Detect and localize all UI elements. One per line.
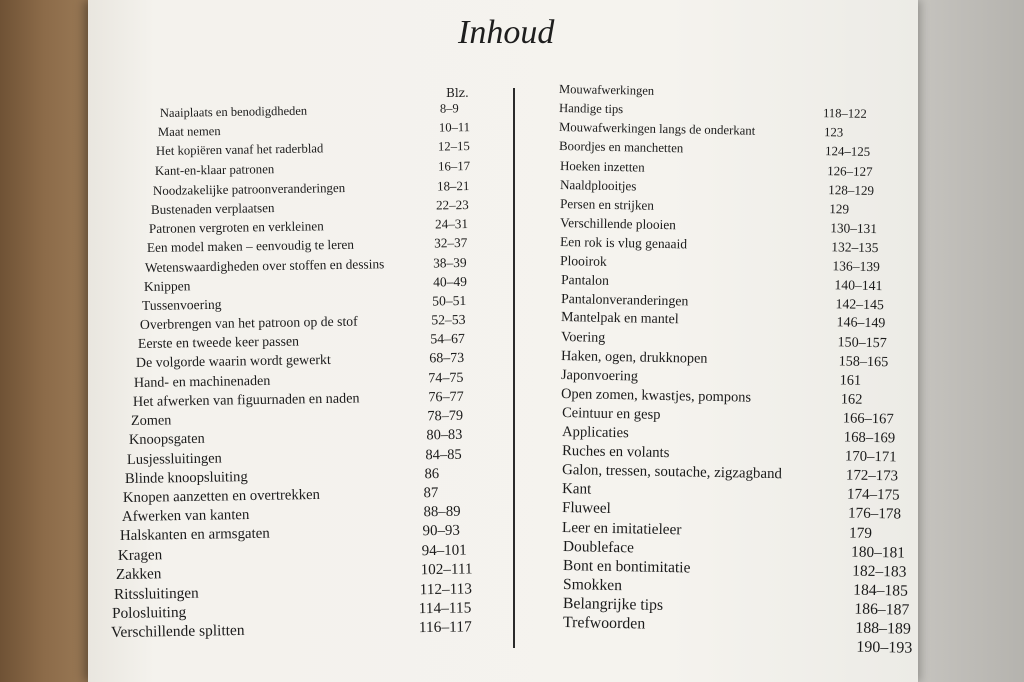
toc-entry-page: 24–31	[435, 216, 469, 232]
toc-entry-title: Een model maken – eenvoudig te leren	[147, 237, 355, 256]
toc-entry-page: 74–75	[428, 369, 464, 387]
toc-entry-title: Eerste en tweede keer passen	[137, 333, 300, 352]
toc-entry-title: Voering	[560, 329, 606, 346]
toc-entry-page: 38–39	[433, 254, 468, 271]
toc-entry-page: 179	[849, 524, 873, 542]
toc-entry-page: 32–37	[434, 235, 468, 251]
toc-entry-title: Wetenswaardigheden over stoffen en dessins	[145, 255, 385, 275]
toc-entry-page: 87	[423, 485, 439, 502]
toc-entry-page: 86	[424, 465, 440, 483]
toc-entry-page: 132–135	[831, 239, 879, 256]
toc-entry-page: 190–193	[856, 638, 913, 657]
toc-entry-page: 10–11	[438, 120, 471, 135]
toc-entry-page: 142–145	[835, 296, 884, 313]
toc-entry-title: Belangrijke tips	[562, 595, 664, 614]
toc-entry-title: Afwerken van kanten	[121, 507, 250, 526]
toc-entry-title: Leer en imitatieleer	[562, 519, 682, 539]
toc-entry-title: Zakken	[115, 566, 162, 583]
toc-entry-page: 129	[829, 201, 850, 217]
toc-entry-page: 8–9	[439, 101, 459, 116]
toc-entry-title: Een rok is vlug genaaid	[560, 234, 688, 252]
toc-entry-page: 146–149	[836, 315, 886, 332]
toc-entry-title: Halskanten en armsgaten	[119, 526, 270, 545]
toc-entry-page: 130–131	[830, 220, 878, 237]
toc-entry-title: Het kopiëren vanaf het raderblad	[156, 141, 324, 159]
toc-entry-title: Lusjessluitingen	[126, 450, 223, 468]
toc-entry-page: 118–122	[823, 106, 867, 121]
toc-entry-page: 102–111	[420, 561, 473, 579]
toc-entry-page: 162	[841, 391, 863, 408]
toc-entry-page: 124–125	[825, 144, 871, 159]
page-column-header: Blz.	[446, 86, 469, 100]
toc-entry-page: 158–165	[838, 353, 889, 371]
toc-entry-page: 22–23	[435, 197, 469, 213]
toc-entry-page: 68–73	[429, 350, 465, 366]
toc-entry-page: 80–83	[426, 427, 463, 444]
toc-entry-title: Tussenvoering	[141, 296, 222, 313]
toc-entry-page: 166–167	[842, 410, 894, 428]
toc-entry-page: 18–21	[436, 177, 470, 194]
toc-entry-page: 88–89	[423, 503, 461, 521]
toc-entry-title: Het afwerken van figuurnaden en naden	[132, 390, 360, 410]
toc-entry-page: 12–15	[438, 139, 471, 154]
toc-entry-title: Fluweel	[562, 500, 612, 517]
toc-entry-title: Boordjes en manchetten	[559, 139, 684, 156]
toc-entry-title: Pantalonveranderingen	[560, 291, 689, 309]
toc-entry-title: Handige tips	[559, 101, 624, 117]
toc-entry-page: 116–117	[418, 618, 472, 637]
toc-entry-page: 174–175	[847, 486, 900, 504]
toc-entry-title: Doubleface	[562, 538, 634, 557]
toc-entry-title: De volgorde waarin wordt gewerkt	[136, 352, 332, 371]
toc-entry-title: Pantalon	[560, 272, 609, 288]
toc-entry-page: 186–187	[854, 600, 910, 619]
toc-entry-title: Mouwafwerkingen langs de onderkant	[559, 120, 756, 138]
page-title: Inhoud	[458, 14, 555, 51]
book-page	[88, 0, 918, 682]
toc-entry-page: 150–157	[837, 334, 887, 352]
toc-entry-title: Ruches en volants	[561, 443, 670, 462]
toc-entry-title: Patronen vergroten en verkleinen	[148, 218, 324, 237]
toc-entry-title: Japonvoering	[561, 367, 639, 385]
toc-entry-page: 76–77	[427, 388, 464, 406]
toc-entry-page: 16–17	[437, 158, 470, 174]
toc-entry-page: 180–181	[850, 543, 905, 562]
toc-entry-title: Plooirok	[560, 253, 608, 269]
toc-entry-title: Overbrengen van het patroon op de stof	[139, 313, 358, 333]
toc-entry-page: 40–49	[432, 273, 467, 290]
toc-entry-title: Verschillende plooien	[559, 215, 677, 233]
toc-entry-page: 78–79	[427, 407, 463, 425]
toc-entry-title: Mantelpak en mantel	[560, 310, 679, 328]
toc-entry-page: 94–101	[421, 542, 467, 559]
toc-entry-page: 176–178	[848, 505, 902, 523]
toc-entry-page: 54–67	[430, 331, 465, 347]
toc-entry-page: 161	[839, 372, 862, 389]
toc-entry-title: Kragen	[117, 546, 163, 564]
toc-entry-title: Blinde knoopsluiting	[125, 468, 249, 487]
toc-entry-title: Naaldplooitjes	[559, 177, 637, 194]
toc-entry-title: Verschillende splitten	[110, 622, 245, 642]
toc-entry-title: Haken, ogen, drukknopen	[560, 348, 708, 367]
toc-entry-page: 84–85	[425, 446, 462, 463]
toc-entry-title: Galon, tressen, soutache, zigzagband	[561, 462, 783, 483]
toc-entry-page: 168–169	[843, 429, 895, 447]
toc-entry-page: 114–115	[418, 599, 472, 618]
toc-entry-page: 128–129	[827, 182, 874, 199]
toc-entry-page: 126–127	[826, 163, 873, 179]
toc-entry-page: 188–189	[855, 619, 912, 638]
toc-entry-title: Persen en strijken	[559, 196, 655, 213]
toc-entry-title: Ritssluitingen	[114, 584, 200, 603]
toc-entry-page: 184–185	[852, 581, 908, 600]
toc-entry-page: 52–53	[431, 312, 466, 328]
toc-entry-title: Kant-en-klaar patronen	[154, 161, 274, 178]
toc-entry-title: Kant	[562, 481, 592, 498]
toc-entry-page: 182–183	[851, 562, 907, 581]
toc-entry-title: Bustenaden verplaatsen	[150, 200, 275, 217]
toc-entry-title: Knopen aanzetten en overtrekken	[123, 486, 321, 506]
toc-entry-title: Bont en bontimitatie	[562, 557, 691, 577]
toc-entry-page: 170–171	[844, 448, 897, 466]
toc-entry-page: 50–51	[431, 292, 467, 309]
toc-entry-page: 90–93	[422, 523, 460, 540]
toc-entry-title: Smokken	[562, 576, 623, 595]
toc-entry-title: Open zomen, kwastjes, pompons	[561, 386, 752, 406]
toc-entry-title: Hand- en machinenaden	[134, 372, 271, 391]
toc-entry-page: 136–139	[832, 258, 881, 275]
toc-entry-title: Knoopsgaten	[128, 431, 205, 449]
toc-entry-title: Hoeken inzetten	[559, 158, 645, 175]
toc-entry-page: 123	[824, 125, 844, 140]
toc-entry-page: 112–113	[419, 580, 473, 599]
toc-entry-title: Zomen	[130, 412, 172, 430]
toc-entry-title: Noodzakelijke patroonveranderingen	[152, 179, 345, 198]
toc-entry-title: Knippen	[143, 278, 191, 294]
toc-entry-page: 172–173	[845, 467, 899, 485]
toc-entry-title: Ceintuur en gesp	[561, 405, 661, 423]
column-divider	[513, 88, 515, 648]
toc-entry-title: Trefwoorden	[563, 614, 646, 633]
toc-entry-page: 140–141	[833, 277, 883, 294]
toc-entry-title: Naaiplaats en benodigdheden	[159, 103, 308, 120]
toc-entry-title: Applicaties	[561, 424, 629, 442]
toc-entry-title: Polosluiting	[112, 604, 187, 623]
toc-entry-title: Mouwafwerkingen	[558, 82, 655, 98]
toc-entry-title: Maat nemen	[158, 124, 221, 140]
